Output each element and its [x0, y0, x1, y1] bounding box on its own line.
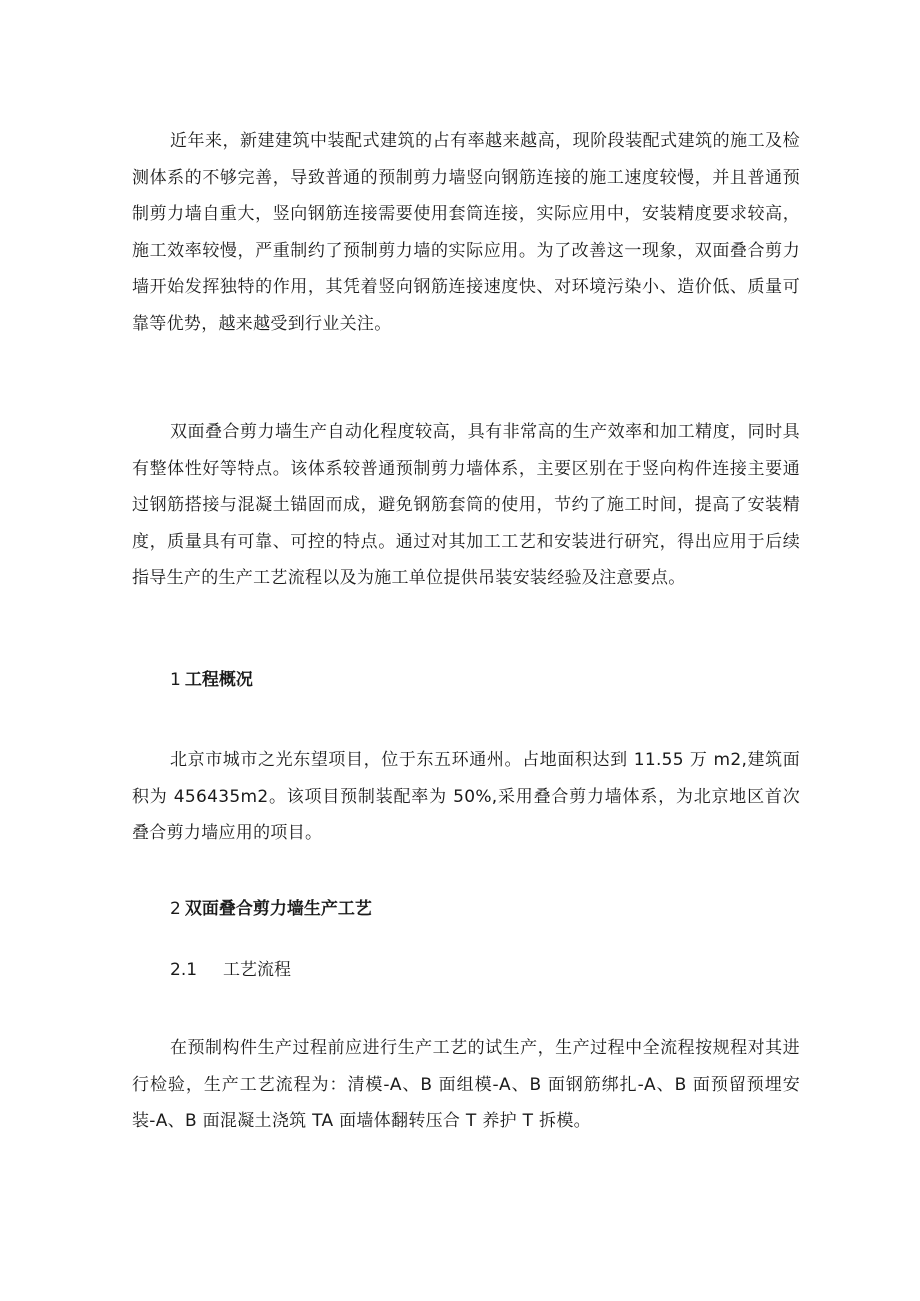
process-paragraph: 在预制构件生产过程前应进行生产工艺的试生产，生产过程中全流程按规程对其进行检验，生产工艺流程为：清模-A、B 面组模-A、B 面钢筋绑扎-A、B 面预留预埋安装-A、B 面混凝土浇筑 TA 面墙体翻转压合 T 养护 T 拆模。 [132, 1038, 800, 1132]
section-2-title: 双面叠合剪力墙生产工艺 [184, 899, 372, 919]
section-1-heading [170, 668, 253, 692]
intro-paragraph-2: 双面叠合剪力墙生产自动化程度较高，具有非常高的生产效率和加工精度，同时具有整体性好等特点。该体系较普通预制剪力墙体系，主要区别在于竖向构件连接主要通过钢筋搭接与混凝土锚固而成，避免钢筋套筒的使用，节约了施工时间，提高了安装精度，质量具有可靠、可控的特点。通过对其加工工艺和安装进行研究，得出应用于后续指导生产的生产工艺流程以及为施工单位提供吊装安装经验及注意要点。 [132, 422, 800, 589]
intro-paragraph-1: 近年来，新建建筑中装配式建筑的占有率越来越高，现阶段装配式建筑的施工及检测体系的不够完善，导致普通的预制剪力墙竖向钢筋连接的施工速度较慢，并且普通预制剪力墙自重大，竖向钢筋连接需要使用套筒连接，实际应用中，安装精度要求较高，施工效率较慢，严重制约了预制剪力墙的实际应用。为了改善这一现象，双面叠合剪力墙开始发挥独特的作用，其凭着竖向钢筋连接速度快、对环境污染小、造价低、质量可靠等优势，越来越受到行业关注。 [132, 131, 800, 334]
section-2-1-number: 2.1 [170, 960, 198, 980]
section-2-number: 2 [170, 899, 181, 919]
section-2-1-title: 工艺流程 [223, 960, 292, 980]
project-paragraph: 北京市城市之光东望项目，位于东五环通州。占地面积达到 11.55 万 m2,建筑面积为 456435m2。该项目预制装配率为 50%,采用叠合剪力墙体系，为北京地区首次叠合剪力墙应用的项目。 [132, 750, 800, 844]
section-2-heading [170, 897, 372, 921]
section-2-1-heading [170, 958, 291, 982]
section-1-title: 工程概况 [184, 670, 253, 690]
section-1-number: 1 [170, 670, 181, 690]
